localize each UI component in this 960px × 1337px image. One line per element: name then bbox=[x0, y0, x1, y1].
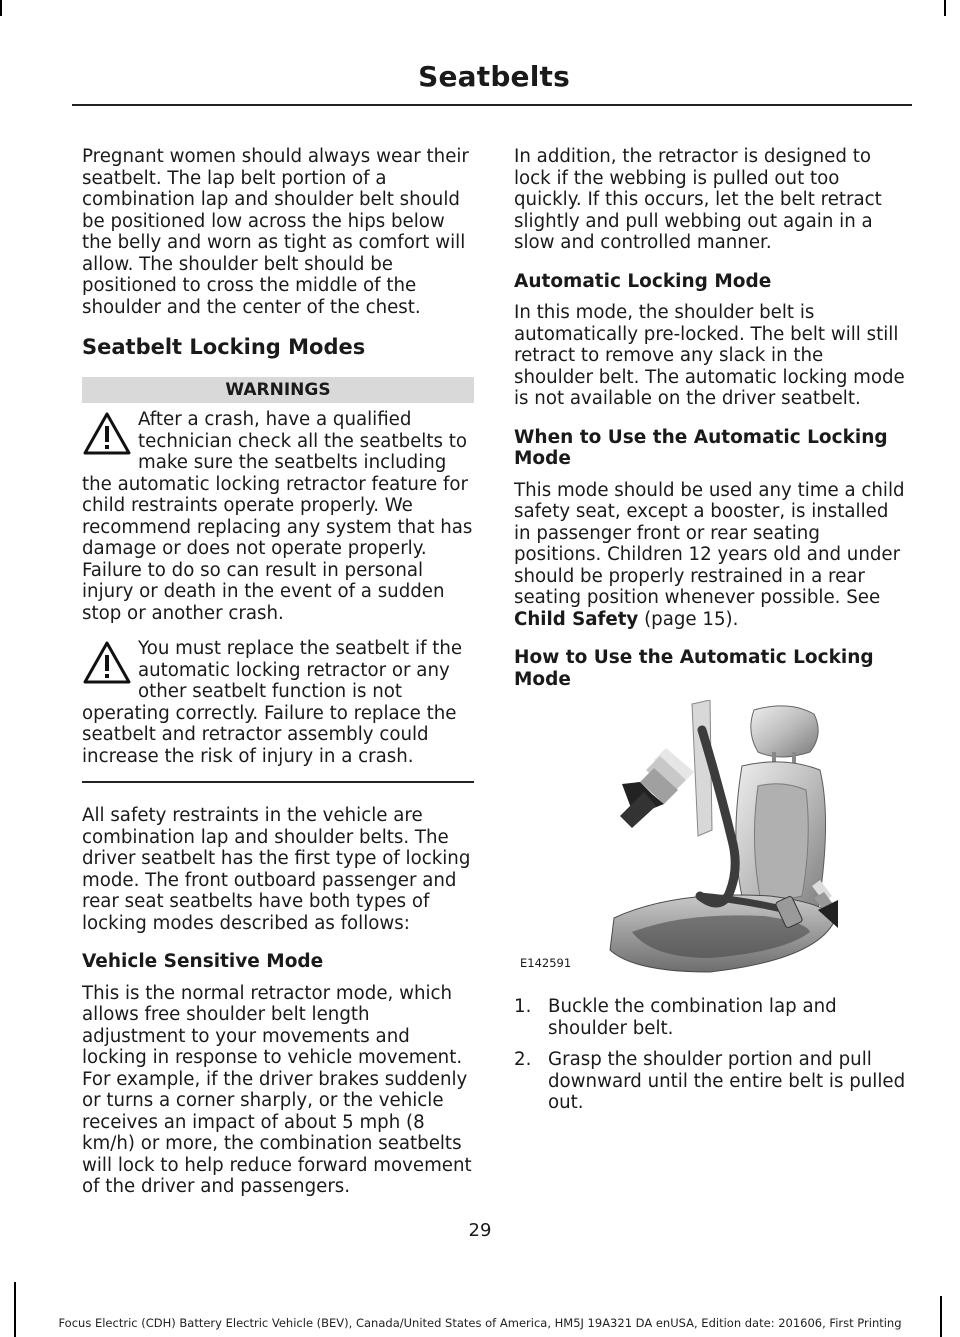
automatic-locking-paragraph: In this mode, the shoulder belt is automatically pre-locked. The belt will still retract to remove any slack in the shoulder belt. The automatic locking mode is not available on the driver seatbelt. bbox=[514, 302, 905, 409]
list-item: 2. Grasp the shoulder portion and pull downward until the entire belt is pulled out. bbox=[514, 1049, 906, 1113]
warning-text: After a crash, have a qualified technician check all the seatbelts to make sure the seatbelts including the automatic locking retractor feature for child restraints operate properly. We recommend replacing any system that has damage or does not operate properly. Failure to do so can result in personal injury or death in the event of a sudden stop or another crash. bbox=[82, 409, 473, 624]
warnings-end-divider bbox=[82, 781, 474, 783]
car-seat-image bbox=[514, 700, 906, 978]
warning-block bbox=[82, 638, 474, 767]
left-column bbox=[82, 146, 474, 1215]
subheading-when-to-use: When to Use the Automatic Locking Mode bbox=[514, 426, 888, 469]
warning-triangle-icon bbox=[82, 411, 132, 457]
list-item: 1. Buckle the combination lap and shoulder belt. bbox=[514, 996, 837, 1039]
footer-text: Focus Electric (CDH) Battery Electric Vehicle (BEV), Canada/United States of America, HM5J 19A321 DA enUSA, Edition date: 201606, First Printing bbox=[58, 1316, 902, 1330]
when-to-use-paragraph: This mode should be used any time a child safety seat, except a booster, is installed in passenger front or rear seating positions. Children 12 years old and under should be properly restrained in a rear seating position whenever possible. See Child Safety (page 15). bbox=[514, 479, 905, 630]
page-title: Seatbelts bbox=[418, 60, 570, 93]
warnings-banner: WARNINGS bbox=[82, 377, 474, 403]
right-column bbox=[514, 146, 906, 1124]
subheading-automatic-locking: Automatic Locking Mode bbox=[514, 270, 772, 292]
page-number: 29 bbox=[468, 1220, 492, 1241]
warning-text: You must replace the seatbelt if the automatic locking retractor or any other seatbelt function is not operating correctly. Failure to replace the seatbelt and retractor assembly could increase the risk of injury in a crash. bbox=[82, 638, 463, 767]
vehicle-sensitive-paragraph: This is the normal retractor mode, which allows free shoulder belt length adjustment to your movements and locking in response to vehicle movement. For example, if the driver brakes suddenly or turns a corner sharply, or the vehicle receives an impact of about 5 mph (8 km/h) or more, the combination seatbelts will lock to help reduce forward movement of the driver and passengers. bbox=[82, 982, 472, 1197]
warning-triangle-icon bbox=[82, 640, 132, 686]
figure-code: E142591 bbox=[520, 955, 572, 970]
seat-illustration bbox=[514, 700, 906, 978]
intro-paragraph: Pregnant women should always wear their seatbelt. The lap belt portion of a combination lap and shoulder belt should be positioned low across the hips below the belly and worn as tight as comfort will allow. The shoulder belt should be positioned to cross the middle of the shoulder and the center of the chest. bbox=[82, 146, 469, 318]
subheading-vehicle-sensitive: Vehicle Sensitive Mode bbox=[82, 951, 324, 972]
child-safety-link[interactable]: Child Safety bbox=[514, 608, 639, 630]
locking-types-paragraph: All safety restraints in the vehicle are combination lap and shoulder belts. The driver seatbelt has the first type of locking mode. The front outboard passenger and rear seat seatbelts have both types of locking modes described as follows: bbox=[82, 805, 471, 934]
retractor-paragraph: In addition, the retractor is designed to lock if the webbing is pulled out too quickly. If this occurs, let the belt retract slightly and pull webbing out again in a slow and controlled manner. bbox=[514, 146, 882, 253]
header-divider bbox=[72, 104, 912, 106]
steps-list bbox=[514, 996, 906, 1114]
pull-arrow-icon bbox=[620, 748, 694, 828]
section-heading: Seatbelt Locking Modes bbox=[82, 335, 366, 359]
warning-block bbox=[82, 409, 474, 624]
subheading-how-to-use: How to Use the Automatic Locking Mode bbox=[514, 647, 874, 690]
crop-mark bbox=[0, 0, 2, 16]
crop-mark bbox=[944, 0, 946, 16]
